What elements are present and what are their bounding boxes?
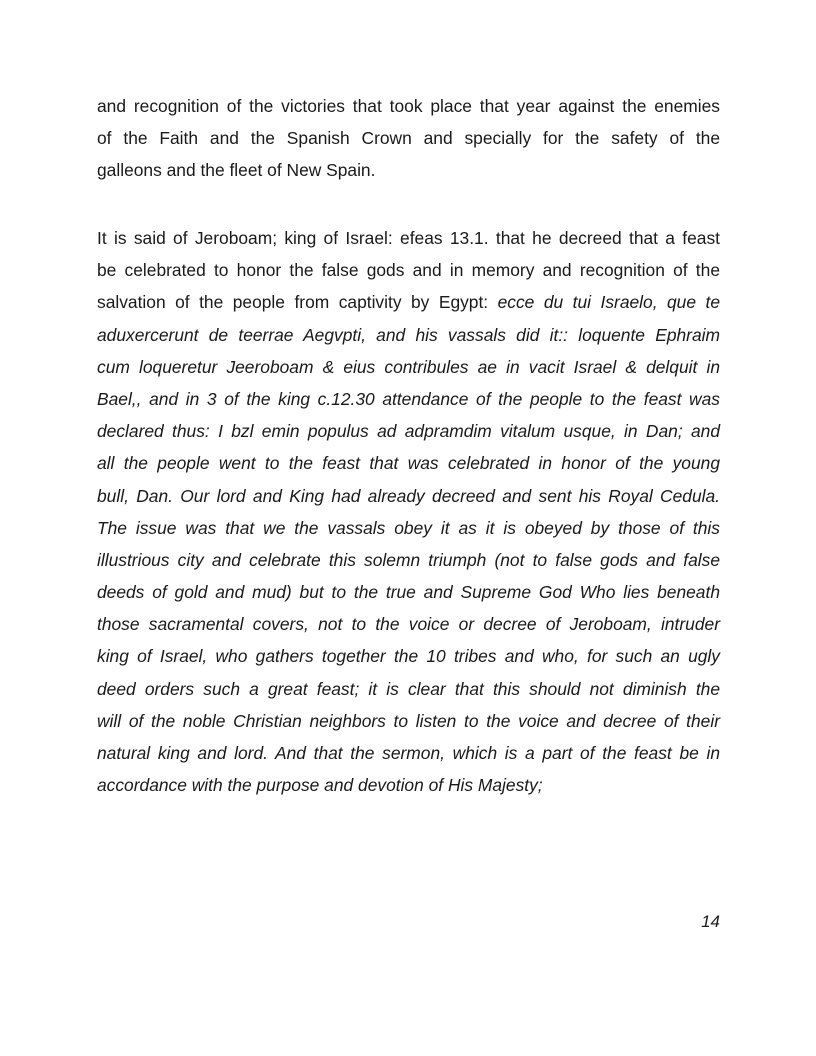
text-line xyxy=(97,769,720,801)
paragraph-2 xyxy=(97,222,720,801)
paragraph-1 xyxy=(97,90,720,187)
text-line xyxy=(97,122,720,154)
italic-text-segment: cum loqueretur Jeeroboam & eius contribules ae in vacit Israel & delquit in xyxy=(97,356,720,377)
italic-text-segment: king of Israel, who gathers together the 10 tribes and who, for such an ugly xyxy=(97,646,720,667)
text-line xyxy=(97,154,720,186)
text-line xyxy=(97,705,720,737)
text-line xyxy=(97,576,720,608)
text-segment: be celebrated to honor the false gods and in memory and recognition of the xyxy=(97,260,720,281)
text-line xyxy=(97,222,720,254)
text-line xyxy=(97,415,720,447)
italic-text-segment: accordance with the purpose and devotion of His Majesty; xyxy=(97,775,543,796)
text-line xyxy=(97,286,720,318)
text-line xyxy=(97,737,720,769)
italic-text-segment: illustrious city and celebrate this solemn triumph (not to false gods and false xyxy=(97,549,720,570)
italic-text-segment: deed orders such a great feast; it is clear that this should not diminish the xyxy=(97,678,720,699)
italic-text-segment: will of the noble Christian neighbors to listen to the voice and decree of their xyxy=(97,710,720,731)
text-line xyxy=(97,544,720,576)
italic-text-segment: bull, Dan. Our lord and King had already decreed and sent his Royal Cedula. xyxy=(97,485,720,506)
text-line xyxy=(97,383,720,415)
italic-text-segment: those sacramental covers, not to the voice or decree of Jeroboam, intruder xyxy=(97,614,720,635)
italic-text-segment: Bael,, and in 3 of the king c.12.30 attendance of the people to the feast was xyxy=(97,388,720,409)
text-line xyxy=(97,90,720,122)
text-line xyxy=(97,480,720,512)
italic-text-segment: declared thus: I bzl emin populus ad adpramdim vitalum usque, in Dan; and xyxy=(97,421,720,442)
italic-text-segment: deeds of gold and mud) but to the true and Supreme God Who lies beneath xyxy=(97,582,720,603)
text-segment: galleons and the fleet of New Spain. xyxy=(97,160,376,181)
text-line xyxy=(97,512,720,544)
text-segment: salvation of the people from captivity by Egypt: xyxy=(97,292,498,313)
italic-text-segment: aduxercerunt de teerrae Aegvpti, and his vassals did it:: loquente Ephraim xyxy=(97,324,720,345)
text-line xyxy=(97,319,720,351)
page-number: 14 xyxy=(701,912,720,931)
text-segment: of the Faith and the Spanish Crown and specially for the safety of the xyxy=(97,128,720,149)
text-line xyxy=(97,351,720,383)
text-line xyxy=(97,254,720,286)
text-line xyxy=(97,447,720,479)
text-line xyxy=(97,673,720,705)
italic-text-segment: ecce du tui Israelo, que te xyxy=(497,292,720,313)
italic-text-segment: natural king and lord. And that the sermon, which is a part of the feast be in xyxy=(97,743,720,763)
text-segment: It is said of Jeroboam; king of Israel: efeas 13.1. that he decreed that a feast xyxy=(97,228,720,248)
text-line xyxy=(97,608,720,640)
text-line xyxy=(97,640,720,672)
italic-text-segment: The issue was that we the vassals obey it as it is obeyed by those of this xyxy=(97,517,720,538)
text-segment: and recognition of the victories that took place that year against the enemies xyxy=(97,96,720,116)
italic-text-segment: all the people went to the feast that was celebrated in honor of the young xyxy=(97,453,720,474)
